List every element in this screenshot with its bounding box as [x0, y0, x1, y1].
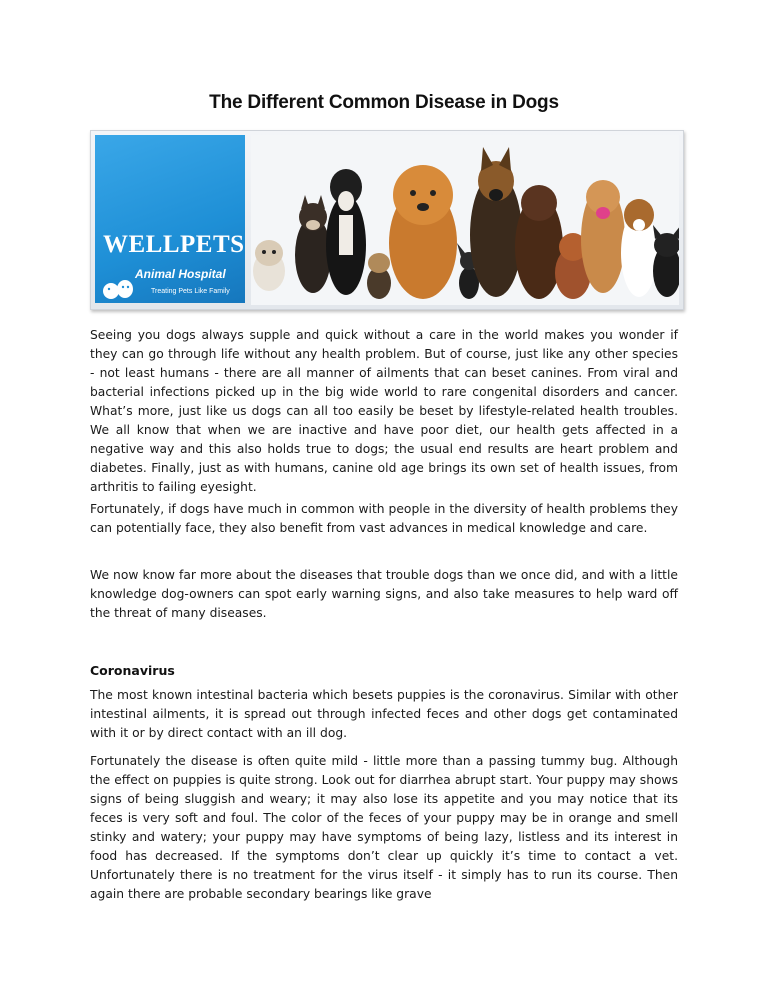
- dog-chow-icon: [389, 165, 457, 299]
- paragraph-knowledge: We now know far more about the diseases that trouble dogs than we once did, and with a little knowledge dog-owners can spot early warning signs, and also take measures to help ward off the threat of many diseases.: [90, 568, 678, 620]
- dog-boxer-icon: [326, 169, 366, 295]
- document-title: The Different Common Disease in Dogs: [209, 92, 559, 113]
- logo-text: WELLPETS: [103, 231, 245, 258]
- section-heading-coronavirus: Coronavirus: [90, 663, 175, 678]
- dogs-group-photo: [251, 135, 679, 305]
- dog-beagle-icon: [621, 199, 657, 297]
- logo-subtitle: Animal Hospital: [135, 267, 226, 281]
- dog-yorkie-icon: [367, 253, 391, 299]
- dog-pitbull-icon: [581, 180, 625, 293]
- header-banner-image: [90, 130, 684, 310]
- dog-labrador-icon: [515, 185, 563, 299]
- paragraph-fortunately: Fortunately, if dogs have much in common with people in the diversity of health problems they can potentially face, they also benefit from vast advances in medical knowledge and care.: [90, 502, 678, 535]
- coronavirus-paragraph-2: Fortunately the disease is often quite mild - little more than a passing tummy bug. Although the effect on puppies is quite strong. Look out for diarrhea abrupt start. Your puppy may shows signs of being sluggish and weary; it may also lose its appetite and you may notice that its feces is very soft and foul. The color of the feces of your puppy may be in orange and smell stinky and watery; your puppy may have symptoms of being lazy, listless and its interest in food has decreased. If the symptoms don’t clear up quickly it’s time to contact a vet. Unfortunately there is no treatment for the virus itself - it simply has to run its course. Then again there are probable secondary bearings like grave: [90, 754, 678, 901]
- coronavirus-paragraph-1: The most known intestinal bacteria which besets puppies is the coronavirus. Similar with other intestinal ailments, it is spread out through infected feces and other dogs get contaminated with it or by direct contact with an ill dog.: [90, 688, 678, 740]
- dog-shihtzu-icon: [253, 240, 285, 291]
- intro-paragraph: Seeing you dogs always supple and quick without a care in the world makes you wonder if they can go through life without any health problem. But of course, just like any other species - not least humans - there are all manner of ailments that can beset canines. From viral and bacterial infections picked up in the big wide world to rare congenital disorders and cancer. What’s more, just like us dogs can all too easily be beset by lifestyle-related health troubles. We all know that when we are inactive and have poor diet, our health gets affected in a negative way and this also holds true to dogs; the usual end results are heart problem and diabetes. Finally, just as with humans, canine old age brings its own set of health issues, from arthritis to failing eyesight.: [90, 328, 678, 494]
- logo-panel: [95, 135, 245, 303]
- dog-frenchie-icon: [653, 225, 679, 297]
- logo-tagline: Treating Pets Like Family: [151, 288, 230, 295]
- pets-logo-icon: [101, 275, 135, 301]
